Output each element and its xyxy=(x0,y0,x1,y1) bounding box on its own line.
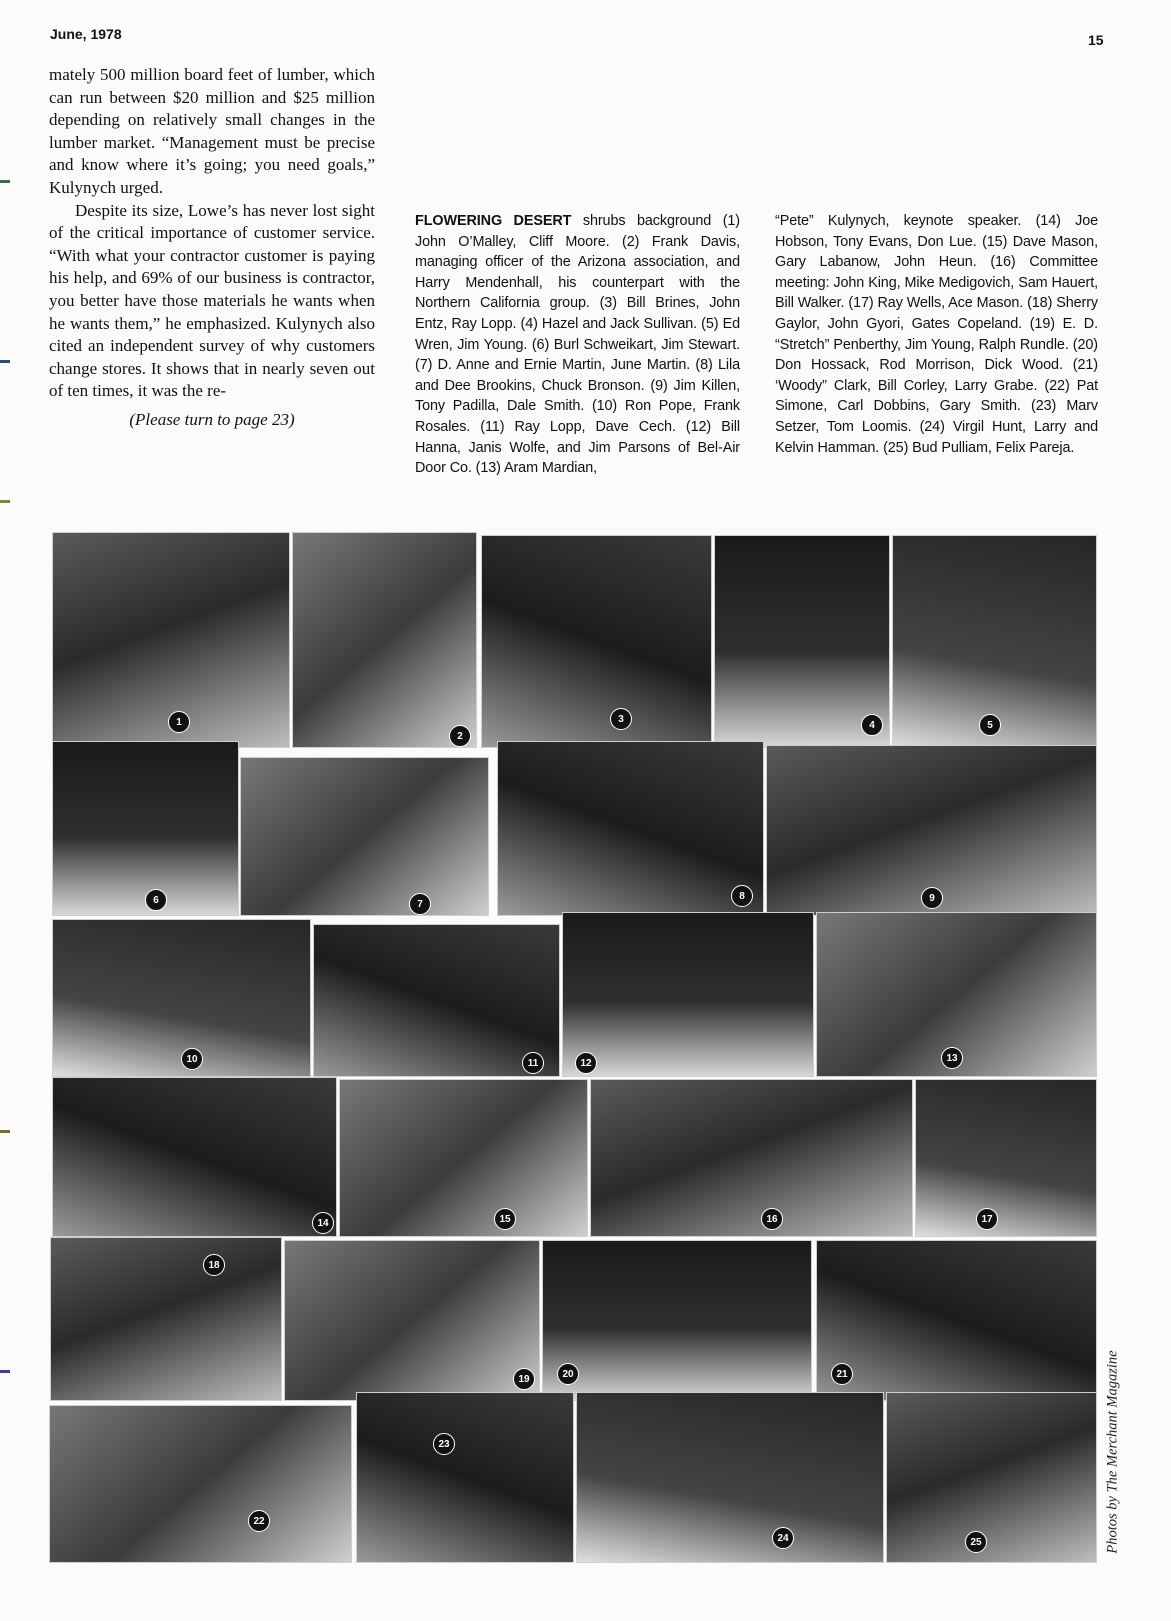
photo-number-badge: 7 xyxy=(409,893,431,915)
photo-caption-column-b: “Pete” Kulynych, keynote speaker. (14) Joe Hobson, Tony Evans, Don Lue. (15) Dave Mason, Gary Labanow, John Heun. (16) Committee meeting: John King, Mike Medigovich, Sam Hauert, Bill Walker. (17) Ray Wells, Ace Mason. (18) Sherry Gaylor, John Gyori, Gates Copeland. (19) E. D. “Stretch” Penberthy, Jim Young, Ralph Rundle. (20) Don Hossack, Rod Morrison, Dick Wood. (21) ‘Woody” Clark, Bill Corley, Larry Grabe. (22) Pat Simone, Carl Dobbins, Gary Smith. (23) Marv Setzer, Tom Loomis. (24) Virgil Hunt, Larry and Kelvin Hamman. (25) Bud Pulliam, Felix Pareja. xyxy=(775,213,1098,456)
photo-number-badge: 1 xyxy=(168,711,190,733)
photo-12 xyxy=(562,912,814,1077)
photo-11 xyxy=(313,924,560,1077)
scan-edge-mark xyxy=(0,1370,10,1373)
photo-7 xyxy=(240,757,489,916)
scan-edge-mark xyxy=(0,1130,10,1133)
photo-17 xyxy=(915,1079,1097,1237)
photo-number-badge: 15 xyxy=(494,1208,516,1230)
photo-number-badge: 24 xyxy=(772,1527,794,1549)
photo-8 xyxy=(497,741,764,916)
photo-number-badge: 6 xyxy=(145,889,167,911)
scan-edge-mark xyxy=(0,500,10,503)
photo-4 xyxy=(714,535,890,748)
photo-16 xyxy=(590,1079,913,1237)
photo-number-badge: 2 xyxy=(449,725,471,747)
photo-23 xyxy=(356,1392,574,1563)
photo-24 xyxy=(576,1392,884,1563)
continuation-note: (Please turn to page 23) xyxy=(129,409,295,429)
photo-number-badge: 23 xyxy=(433,1433,455,1455)
photo-number-badge: 20 xyxy=(557,1363,579,1385)
scan-edge-mark xyxy=(0,180,10,183)
photo-number-badge: 18 xyxy=(203,1254,225,1276)
photo-number-badge: 19 xyxy=(513,1368,535,1390)
photo-6 xyxy=(52,741,239,916)
photo-number-badge: 8 xyxy=(731,885,753,907)
photo-3 xyxy=(481,535,712,748)
photo-15 xyxy=(339,1079,588,1237)
photo-2 xyxy=(292,532,477,748)
article-paragraph: Despite its size, Lowe’s has never lost sight of the critical importance of customer service. “With what your contractor customer is paying his help, and 69% of our business is contractor, you better have those materials he wants when he wants them,” he emphasized. Kulynych also cited an independent survey of why customers change stores. It shows that in nearly seven out of ten times, it was the re- xyxy=(49,200,375,401)
photo-20 xyxy=(542,1240,812,1401)
photo-number-badge: 16 xyxy=(761,1208,783,1230)
photo-25 xyxy=(886,1392,1097,1563)
photo-number-badge: 12 xyxy=(575,1052,597,1074)
article-paragraph: mately 500 million board feet of lumber, which can run between $20 million and $25 million depending on relatively small changes in the lumber market. “Management must be precise and know where it’s going; you need goals,” Kulynych urged. xyxy=(49,65,375,197)
photo-number-badge: 4 xyxy=(861,714,883,736)
photo-number-badge: 5 xyxy=(979,714,1001,736)
photo-18 xyxy=(50,1237,282,1401)
photo-21 xyxy=(816,1240,1097,1401)
photo-credit: Photos by The Merchant Magazine xyxy=(1104,1350,1121,1554)
issue-date: June, 1978 xyxy=(50,26,122,42)
photo-number-badge: 17 xyxy=(976,1208,998,1230)
photo-caption-column-a xyxy=(415,211,740,479)
caption-lead: FLOWERING DESERT xyxy=(415,213,572,229)
photo-number-badge: 25 xyxy=(965,1531,987,1553)
photo-19 xyxy=(284,1240,540,1401)
caption-text: shrubs background (1) John O’Malley, Cliff Moore. (2) Frank Davis, managing officer of the Arizona association, and Harry Mendenhall, his counterpart with the Northern California group. (3) Bill Brines, John Entz, Ray Lopp. (4) Hazel and Jack Sullivan. (5) Ed Wren, Jim Young. (6) Burl Schweikart, Jim Stewart. (7) D. Anne and Ernie Martin, June Martin. (8) Lila and Dee Brookins, Chuck Bronson. (9) Jim Killen, Tony Padilla, Dale Smith. (10) Ron Pope, Frank Rosales. (11) Ray Lopp, Dave Cech. (12) Bill Hanna, Janis Wolfe, and Jim Parsons of Bel-Air Door Co. (13) Aram Mardian, xyxy=(415,213,740,477)
photo-number-badge: 14 xyxy=(312,1212,334,1234)
page-number: 15 xyxy=(1088,32,1104,48)
photo-number-badge: 9 xyxy=(921,887,943,909)
photo-number-badge: 21 xyxy=(831,1363,853,1385)
photo-number-badge: 10 xyxy=(181,1048,203,1070)
photo-13 xyxy=(816,912,1097,1077)
photo-number-badge: 22 xyxy=(248,1510,270,1532)
photo-9 xyxy=(766,745,1097,916)
article-column xyxy=(49,64,375,432)
photo-5 xyxy=(892,535,1097,748)
photo-1 xyxy=(52,532,290,748)
photo-number-badge: 13 xyxy=(941,1047,963,1069)
photo-10 xyxy=(52,919,311,1077)
photo-14 xyxy=(52,1077,337,1237)
scan-edge-mark xyxy=(0,360,10,363)
photo-number-badge: 11 xyxy=(522,1052,544,1074)
photo-22 xyxy=(49,1405,352,1563)
photo-number-badge: 3 xyxy=(610,708,632,730)
